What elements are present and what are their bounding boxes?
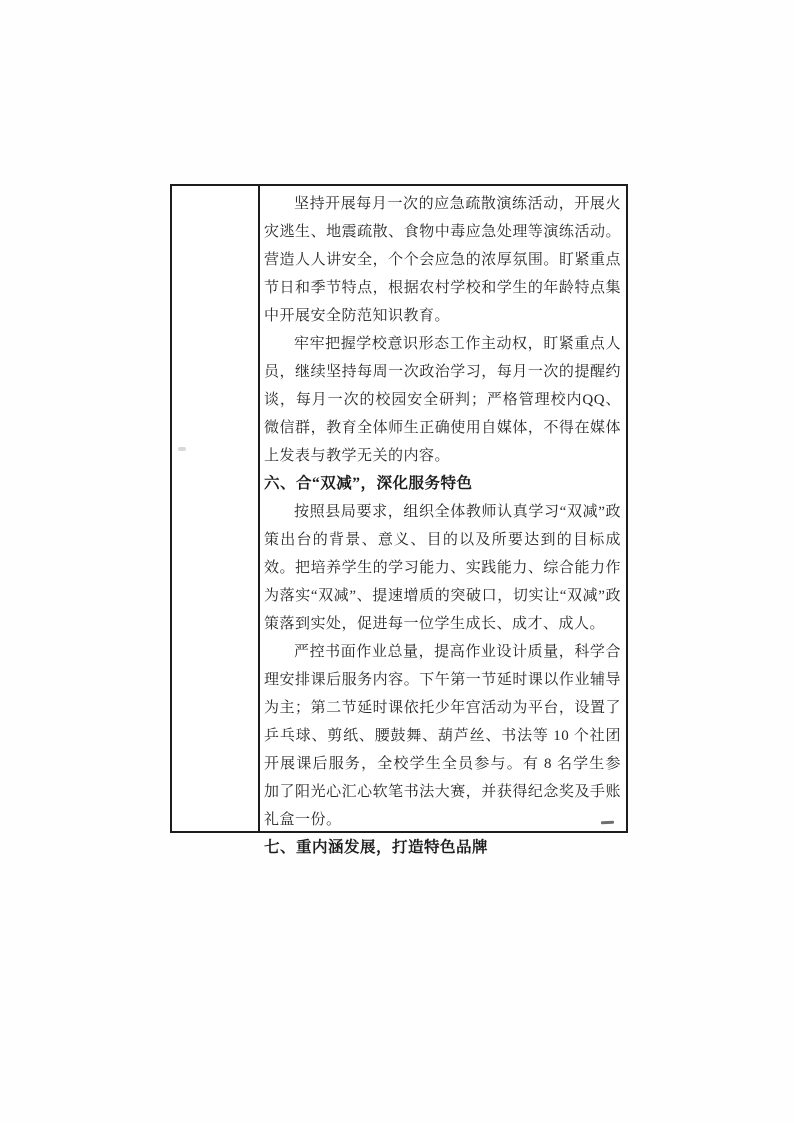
paragraph-double-reduction-policy: 按照县局要求，组织全体教师认真学习“双减”政策出台的背景、意义、目的以及所要达到的目标成效。把培养学生的学习能力、实践能力、综合能力作为落实“双减”、提速增质的突破口，切实让“双减”政策落到实处，促进每一位学生成长、成才、成人。 [264, 504, 621, 632]
section-heading-six-double-reduction: 六、合“双减”，深化服务特色 [264, 475, 473, 492]
table-label-column-empty [172, 186, 260, 831]
paragraph-ideology-management: 牢牢把握学校意识形态工作主动权，盯紧重点人员，继续坚持每周一次政治学习，每月一次的提醒约谈，每月一次的校园安全研判；严格管理校内QQ、微信群，教育全体师生正确使用自媒体，不得在媒体上发表与教学无关的内容。 [264, 336, 621, 464]
report-table [170, 184, 628, 856]
section-heading-seven-brand-building: 七、重内涵发展，打造特色品牌 [264, 839, 489, 856]
table-content-column [260, 186, 626, 856]
paragraph-safety-drills: 坚持开展每月一次的应急疏散演练活动，开展火灾逃生、地震疏散、食物中毒应急处理等演练活动。营造人人讲安全，个个会应急的浓厚氛围。盯紧重点节日和季节特点，根据农村学校和学生的年龄特点集中开展安全防范知识教育。 [264, 196, 621, 324]
paragraph-homework-and-after-school-service: 严控书面作业总量，提高作业设计质量，科学合理安排课后服务内容。下午第一节延时课以作业辅导为主；第二节延时课依托少年宫活动为平台，设置了乒乓球、剪纸、腰鼓舞、葫芦丝、书法等 10 个社团开展课后服务，全校学生全员参与。有 8 名学生参加了阳光心汇心软笔书法大赛，并获得纪念奖及手账礼盒一份。 [264, 644, 621, 828]
scan-noise-mark [178, 447, 186, 451]
